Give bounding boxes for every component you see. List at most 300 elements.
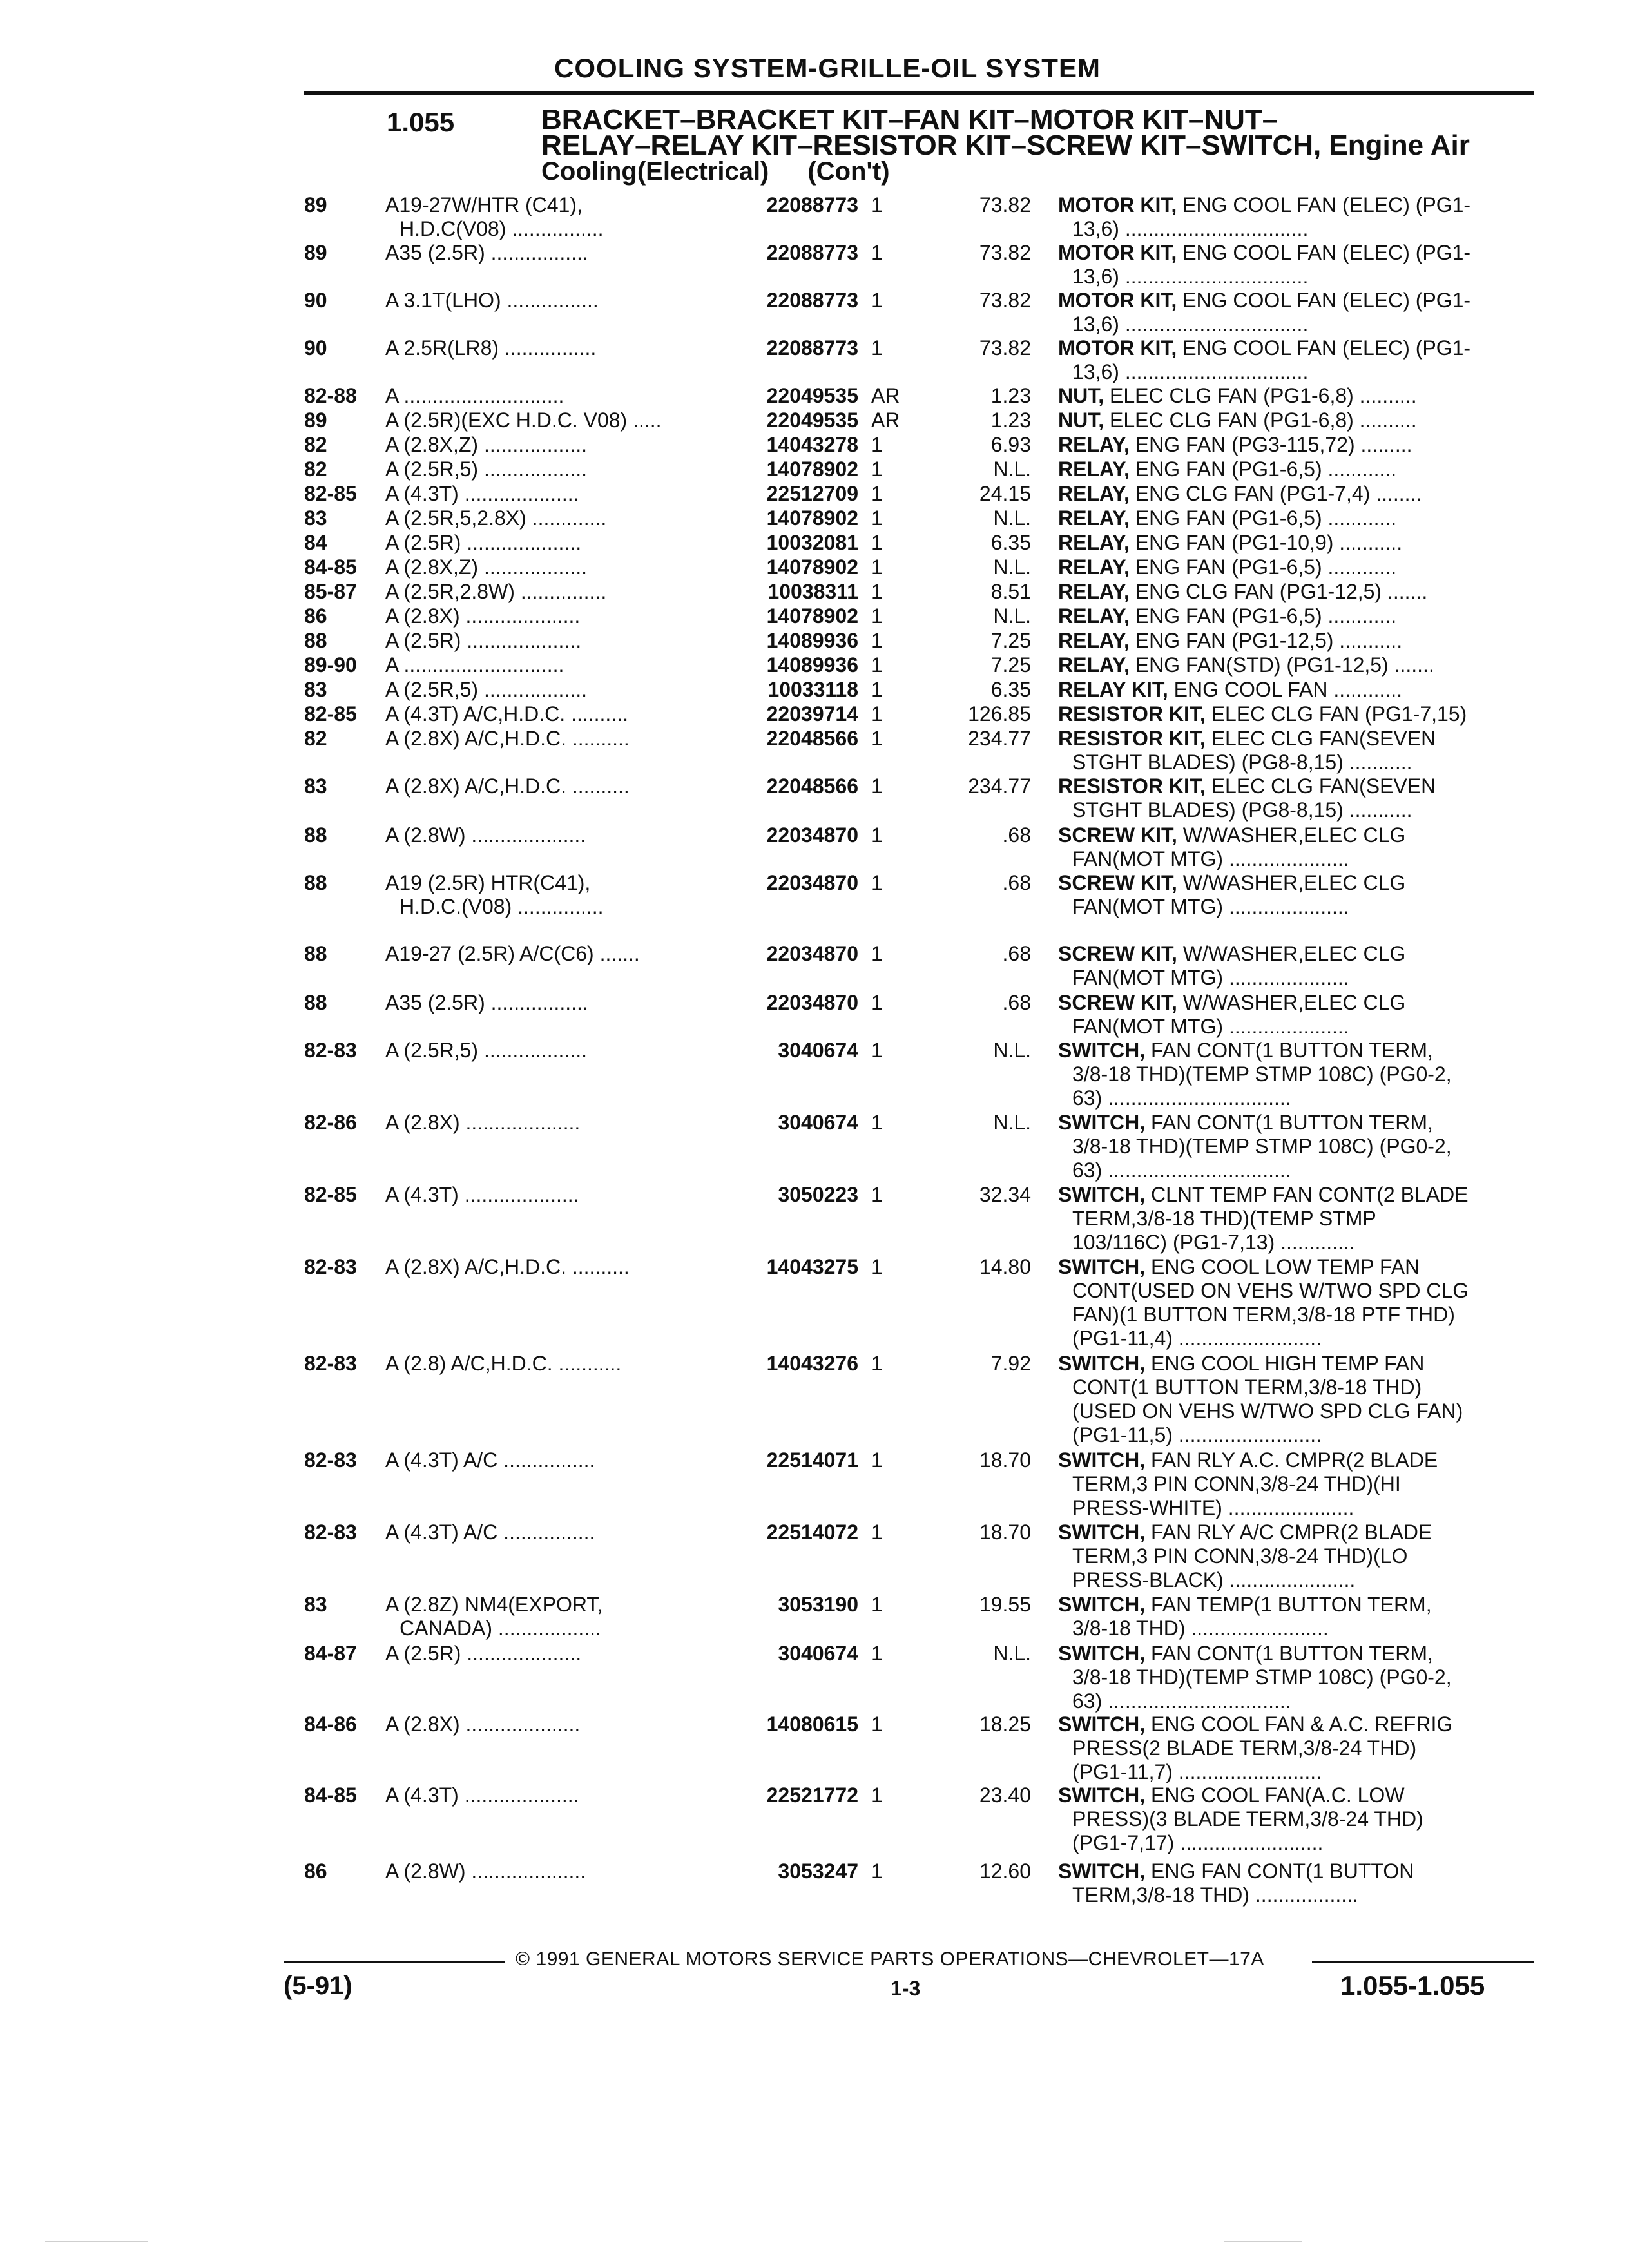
application-line: A35 (2.5R) .................: [385, 991, 588, 1014]
description-line: 13,6) ................................: [1072, 312, 1309, 336]
price: 6.35: [990, 531, 1031, 554]
model-years: 83: [304, 1593, 327, 1616]
page-header-title: COOLING SYSTEM-GRILLE-OIL SYSTEM: [554, 53, 1101, 83]
part-number: 22048566: [766, 727, 858, 750]
price: 234.77: [968, 774, 1031, 798]
description-keyword: RELAY,: [1058, 555, 1130, 579]
application-cell: [385, 1111, 720, 1135]
application-line: A 3.1T(LHO) ................: [385, 289, 599, 312]
model-years: 82-83: [304, 1352, 357, 1375]
description-cell: [1058, 991, 1522, 1039]
model-years: 82-85: [304, 482, 357, 505]
description-line: [1058, 289, 1522, 312]
description-keyword: RELAY,: [1058, 580, 1130, 603]
description-text: ENG COOL FAN (ELEC) (PG1-: [1182, 336, 1471, 360]
application-cell: [385, 1448, 720, 1472]
application-cell: [385, 823, 720, 847]
part-number: 14078902: [766, 604, 858, 628]
application-cell: [385, 482, 720, 506]
model-years: 83: [304, 506, 327, 530]
description-line: [1058, 408, 1522, 432]
application-line: A (4.3T) ....................: [385, 482, 579, 505]
model-years: 82-85: [304, 1183, 357, 1206]
model-years: 83: [304, 774, 327, 798]
quantity: 1: [871, 1860, 883, 1883]
quantity: 1: [871, 678, 883, 701]
description-keyword: RESISTOR KIT,: [1058, 774, 1206, 798]
price: 19.55: [979, 1593, 1031, 1616]
description-line: [1058, 1593, 1522, 1617]
description-line: 3/8-18 THD) ........................: [1072, 1617, 1329, 1640]
description-text: ENG CLG FAN (PG1-12,5) .......: [1135, 580, 1428, 603]
part-number: 14078902: [766, 457, 858, 481]
model-years: 82-83: [304, 1255, 357, 1278]
description-line: FAN(MOT MTG) .....................: [1072, 1015, 1349, 1038]
application-line: A (4.3T) ....................: [385, 1783, 579, 1807]
model-years: 89: [304, 193, 327, 216]
part-number: 14078902: [766, 555, 858, 579]
part-number: 22048566: [766, 774, 858, 798]
application-line: H.D.C.(V08) ...............: [400, 895, 604, 918]
description-keyword: SCREW KIT,: [1058, 991, 1177, 1014]
description-text: ENG FAN(STD) (PG1-12,5) .......: [1135, 653, 1434, 677]
model-years: 88: [304, 823, 327, 847]
description-line: [1058, 384, 1522, 408]
application-cell: [385, 991, 720, 1015]
part-number: 10032081: [766, 531, 858, 554]
price: .68: [1002, 942, 1031, 965]
footer-page-number: 1-3: [891, 1977, 921, 2000]
part-number: 14043276: [766, 1352, 858, 1375]
description-text: W/WASHER,ELEC CLG: [1182, 823, 1406, 847]
description-keyword: SWITCH,: [1058, 1783, 1146, 1807]
quantity: 1: [871, 531, 883, 554]
part-number: 3053190: [778, 1593, 858, 1616]
description-text: ENG FAN (PG1-6,5) ............: [1135, 457, 1397, 481]
model-years: 82-83: [304, 1521, 357, 1544]
description-text: ENG COOL HIGH TEMP FAN: [1150, 1352, 1425, 1375]
price: .68: [1002, 871, 1031, 894]
quantity: 1: [871, 604, 883, 628]
application-line: H.D.C(V08) ................: [400, 217, 604, 240]
price: N.L.: [993, 1039, 1031, 1062]
description-text: ELEC CLG FAN (PG1-6,8) ..........: [1110, 408, 1417, 432]
quantity: 1: [871, 823, 883, 847]
application-cell: [385, 580, 720, 604]
application-cell: [385, 1593, 720, 1640]
part-number: 3053247: [778, 1860, 858, 1883]
description-text: FAN CONT(1 BUTTON TERM,: [1150, 1111, 1433, 1134]
price: 32.34: [979, 1183, 1031, 1206]
description-cell: [1058, 653, 1522, 677]
application-line: A (2.5R) ....................: [385, 531, 582, 554]
description-cell: [1058, 823, 1522, 871]
description-line: CONT(1 BUTTON TERM,3/8-18 THD): [1072, 1376, 1422, 1399]
description-keyword: SCREW KIT,: [1058, 942, 1177, 965]
price: 6.35: [990, 678, 1031, 701]
description-keyword: MOTOR KIT,: [1058, 336, 1177, 360]
description-text: ELEC CLG FAN(SEVEN: [1211, 774, 1436, 798]
description-line: [1058, 774, 1522, 798]
description-text: ENG FAN CONT(1 BUTTON: [1150, 1860, 1414, 1883]
description-text: ENG FAN (PG1-6,5) ............: [1135, 555, 1397, 579]
application-line: A (2.8X) A/C,H.D.C. ..........: [385, 1255, 630, 1278]
application-line: A (4.3T) A/C,H.D.C. ..........: [385, 702, 628, 726]
application-line: A (2.5R)(EXC H.D.C. V08) .....: [385, 408, 662, 432]
price: N.L.: [993, 555, 1031, 579]
model-years: 88: [304, 871, 327, 894]
description-cell: [1058, 727, 1522, 774]
description-keyword: SWITCH,: [1058, 1183, 1146, 1206]
application-cell: [385, 1860, 720, 1883]
description-cell: [1058, 678, 1522, 702]
description-keyword: SWITCH,: [1058, 1255, 1146, 1278]
description-cell: [1058, 1713, 1522, 1784]
description-line: [1058, 336, 1522, 360]
application-cell: [385, 289, 720, 312]
application-cell: [385, 1521, 720, 1544]
price: 12.60: [979, 1860, 1031, 1883]
description-line: [1058, 1642, 1522, 1666]
description-line: FAN(MOT MTG) .....................: [1072, 966, 1349, 989]
description-line: [1058, 1111, 1522, 1135]
application-line: A ............................: [385, 384, 564, 407]
part-number: 14043275: [766, 1255, 858, 1278]
footer-date: (5-91): [284, 1972, 352, 2000]
quantity: 1: [871, 1642, 883, 1665]
description-line: [1058, 506, 1522, 530]
application-line: A (2.8X,Z) ..................: [385, 555, 587, 579]
application-line: A (4.3T) ....................: [385, 1183, 579, 1206]
description-text: FAN RLY A.C. CMPR(2 BLADE: [1150, 1448, 1438, 1472]
application-line: A (4.3T) A/C ................: [385, 1448, 595, 1472]
description-keyword: MOTOR KIT,: [1058, 289, 1177, 312]
description-text: FAN TEMP(1 BUTTON TERM,: [1150, 1593, 1432, 1616]
application-line: A (2.5R) ....................: [385, 629, 582, 652]
quantity: 1: [871, 336, 883, 360]
application-cell: [385, 727, 720, 751]
part-number: 22088773: [766, 336, 858, 360]
quantity: 1: [871, 774, 883, 798]
description-keyword: RELAY,: [1058, 653, 1130, 677]
quantity: 1: [871, 1255, 883, 1278]
description-line: [1058, 1183, 1522, 1207]
description-line: 13,6) ................................: [1072, 265, 1309, 288]
part-number: 3050223: [778, 1183, 858, 1206]
part-number: 10038311: [767, 580, 858, 603]
continued-label: (Con't): [807, 157, 890, 186]
description-text: ENG COOL LOW TEMP FAN: [1150, 1255, 1420, 1278]
description-cell: [1058, 942, 1522, 990]
price: 6.93: [990, 433, 1031, 456]
description-line: [1058, 604, 1522, 628]
model-years: 82: [304, 727, 327, 750]
scan-artifact-right: [1224, 2241, 1302, 2242]
description-text: ENG COOL FAN (ELEC) (PG1-: [1182, 193, 1471, 216]
description-line: [1058, 702, 1522, 726]
description-cell: [1058, 871, 1522, 919]
description-text: ENG FAN (PG3-115,72) .........: [1135, 433, 1412, 456]
part-number: 3040674: [778, 1039, 858, 1062]
price: N.L.: [993, 1642, 1031, 1665]
section-title-line-3-text: Cooling(Electrical): [541, 157, 769, 186]
part-number: 22049535: [766, 384, 858, 407]
description-text: CLNT TEMP FAN CONT(2 BLADE: [1150, 1183, 1469, 1206]
application-line: A 2.5R(LR8) ................: [385, 336, 597, 360]
model-years: 82-83: [304, 1448, 357, 1472]
description-cell: [1058, 580, 1522, 604]
application-cell: [385, 629, 720, 653]
price: 18.70: [979, 1448, 1031, 1472]
description-keyword: SWITCH,: [1058, 1642, 1146, 1665]
description-cell: [1058, 1593, 1522, 1640]
application-cell: [385, 384, 720, 408]
description-keyword: RELAY,: [1058, 433, 1130, 456]
application-cell: [385, 653, 720, 677]
part-number: 22034870: [766, 871, 858, 894]
model-years: 84-87: [304, 1642, 357, 1665]
description-line: STGHT BLADES) (PG8-8,15) ...........: [1072, 798, 1412, 822]
application-cell: [385, 408, 720, 432]
quantity: 1: [871, 289, 883, 312]
price: 73.82: [979, 289, 1031, 312]
application-line: A (2.8W) ....................: [385, 1860, 586, 1883]
price: 1.23: [990, 408, 1031, 432]
description-line: [1058, 433, 1522, 457]
quantity: 1: [871, 1183, 883, 1206]
quantity: 1: [871, 1713, 883, 1736]
application-line: A (2.8) A/C,H.D.C. ...........: [385, 1352, 622, 1375]
model-years: 90: [304, 336, 327, 360]
section-number: 1.055: [387, 107, 455, 137]
application-cell: [385, 942, 720, 966]
description-keyword: RESISTOR KIT,: [1058, 727, 1206, 750]
description-line: [1058, 241, 1522, 265]
part-number: 22034870: [766, 942, 858, 965]
description-text: ELEC CLG FAN (PG1-7,15): [1211, 702, 1467, 726]
description-text: ENG FAN (PG1-10,9) ...........: [1135, 531, 1403, 554]
description-line: [1058, 1448, 1522, 1472]
model-years: 85-87: [304, 580, 357, 603]
price: .68: [1002, 823, 1031, 847]
description-line: TERM,3/8-18 THD) ..................: [1072, 1883, 1358, 1907]
description-keyword: NUT,: [1058, 384, 1104, 407]
quantity: 1: [871, 629, 883, 652]
description-text: ENG FAN (PG1-6,5) ............: [1135, 604, 1397, 628]
part-number: 14043278: [766, 433, 858, 456]
description-cell: [1058, 482, 1522, 506]
part-number: 3040674: [778, 1642, 858, 1665]
application-cell: [385, 678, 720, 702]
description-keyword: SWITCH,: [1058, 1521, 1146, 1544]
description-keyword: RELAY,: [1058, 604, 1130, 628]
description-line: TERM,3 PIN CONN,3/8-24 THD)(LO: [1072, 1544, 1408, 1568]
application-cell: [385, 1713, 720, 1736]
description-line: 103/116C) (PG1-7,13) .............: [1072, 1231, 1355, 1254]
quantity: 1: [871, 871, 883, 894]
description-cell: [1058, 1860, 1522, 1907]
model-years: 88: [304, 629, 327, 652]
price: N.L.: [993, 506, 1031, 530]
price: N.L.: [993, 1111, 1031, 1134]
description-line: [1058, 1352, 1522, 1376]
description-cell: [1058, 506, 1522, 530]
part-number: 22049535: [766, 408, 858, 432]
price: N.L.: [993, 604, 1031, 628]
description-line: 63) ................................: [1072, 1086, 1291, 1110]
model-years: 88: [304, 991, 327, 1014]
description-keyword: SWITCH,: [1058, 1860, 1146, 1883]
description-line: 3/8-18 THD)(TEMP STMP 108C) (PG0-2,: [1072, 1062, 1452, 1086]
description-line: (PG1-11,4) .........................: [1072, 1327, 1322, 1350]
description-keyword: SWITCH,: [1058, 1352, 1146, 1375]
description-text: ENG COOL FAN(A.C. LOW: [1150, 1783, 1405, 1807]
part-number: 22514072: [766, 1521, 858, 1544]
quantity: 1: [871, 193, 883, 216]
price: 18.70: [979, 1521, 1031, 1544]
description-keyword: RELAY KIT,: [1058, 678, 1168, 701]
part-number: 22521772: [766, 1783, 858, 1807]
description-cell: [1058, 604, 1522, 628]
description-line: PRESS)(3 BLADE TERM,3/8-24 THD): [1072, 1807, 1423, 1831]
model-years: 90: [304, 289, 327, 312]
description-text: ENG COOL FAN & A.C. REFRIG: [1150, 1713, 1453, 1736]
description-line: (PG1-11,5) .........................: [1072, 1423, 1322, 1446]
price: 14.80: [979, 1255, 1031, 1278]
description-cell: [1058, 1111, 1522, 1182]
quantity: 1: [871, 702, 883, 726]
application-cell: [385, 241, 720, 265]
application-line: A (2.5R,2.8W) ...............: [385, 580, 607, 603]
model-years: 82: [304, 457, 327, 481]
description-cell: [1058, 1642, 1522, 1713]
description-line: [1058, 193, 1522, 217]
description-line: (PG1-7,17) .........................: [1072, 1831, 1324, 1854]
part-number: 22088773: [766, 241, 858, 264]
description-keyword: SCREW KIT,: [1058, 823, 1177, 847]
description-line: [1058, 1039, 1522, 1062]
application-line: A (2.8X) A/C,H.D.C. ..........: [385, 774, 630, 798]
description-line: PRESS(2 BLADE TERM,3/8-24 THD): [1072, 1736, 1417, 1760]
application-cell: [385, 604, 720, 628]
application-cell: [385, 555, 720, 579]
description-line: TERM,3/8-18 THD)(TEMP STMP: [1072, 1207, 1376, 1230]
model-years: 84: [304, 531, 327, 554]
description-keyword: SWITCH,: [1058, 1111, 1146, 1134]
application-cell: [385, 457, 720, 481]
footer-rule-left: [284, 1961, 505, 1963]
application-line: A (2.8X) A/C,H.D.C. ..........: [385, 727, 630, 750]
section-title-line-2: RELAY–RELAY KIT–RESISTOR KIT–SCREW KIT–SWITCH, Engine Air: [541, 130, 1470, 161]
section-title: [541, 104, 1527, 186]
description-keyword: SWITCH,: [1058, 1593, 1146, 1616]
model-years: 82-88: [304, 384, 357, 407]
model-years: 84-85: [304, 1783, 357, 1807]
description-line: [1058, 482, 1522, 506]
description-line: [1058, 531, 1522, 555]
description-keyword: RELAY,: [1058, 629, 1130, 652]
description-line: FAN(MOT MTG) .....................: [1072, 847, 1349, 870]
price: .68: [1002, 991, 1031, 1014]
description-keyword: MOTOR KIT,: [1058, 241, 1177, 264]
application-line: A (2.5R) ....................: [385, 1642, 582, 1665]
description-keyword: SWITCH,: [1058, 1448, 1146, 1472]
description-text: ENG COOL FAN (ELEC) (PG1-: [1182, 241, 1471, 264]
description-cell: [1058, 241, 1522, 289]
part-number: 22088773: [766, 289, 858, 312]
quantity: 1: [871, 991, 883, 1014]
price: 7.25: [990, 653, 1031, 677]
quantity: 1: [871, 433, 883, 456]
application-cell: [385, 1255, 720, 1279]
description-line: [1058, 1713, 1522, 1736]
description-line: PRESS-WHITE) ......................: [1072, 1496, 1354, 1519]
price: 7.92: [990, 1352, 1031, 1375]
description-line: STGHT BLADES) (PG8-8,15) ...........: [1072, 751, 1412, 774]
quantity: 1: [871, 727, 883, 750]
application-cell: [385, 531, 720, 555]
description-keyword: RELAY,: [1058, 457, 1130, 481]
model-years: 86: [304, 604, 327, 628]
price: 1.23: [990, 384, 1031, 407]
description-line: [1058, 580, 1522, 604]
application-cell: [385, 1783, 720, 1807]
description-line: 3/8-18 THD)(TEMP STMP 108C) (PG0-2,: [1072, 1666, 1452, 1689]
model-years: 84-85: [304, 555, 357, 579]
description-keyword: MOTOR KIT,: [1058, 193, 1177, 216]
quantity: 1: [871, 1352, 883, 1375]
quantity: 1: [871, 241, 883, 264]
model-years: 89: [304, 241, 327, 264]
application-line: A (2.8Z) NM4(EXPORT,: [385, 1593, 603, 1616]
price: 234.77: [968, 727, 1031, 750]
part-number: 22034870: [766, 991, 858, 1014]
description-keyword: RELAY,: [1058, 531, 1130, 554]
description-line: [1058, 555, 1522, 579]
footer-rule-right: [1312, 1961, 1534, 1963]
application-line: A (2.8W) ....................: [385, 823, 586, 847]
description-keyword: SWITCH,: [1058, 1713, 1146, 1736]
part-number: 22034870: [766, 823, 858, 847]
description-text: W/WASHER,ELEC CLG: [1182, 942, 1406, 965]
part-number: 14089936: [766, 629, 858, 652]
application-cell: [385, 1352, 720, 1376]
application-line: A (2.8X) ....................: [385, 1111, 581, 1134]
description-cell: [1058, 384, 1522, 408]
application-line: A (2.5R,5,2.8X) .............: [385, 506, 607, 530]
quantity: AR: [871, 384, 900, 407]
footer-section-ref: 1.055-1.055: [1340, 1970, 1485, 2001]
part-number: 14089936: [766, 653, 858, 677]
description-line: [1058, 727, 1522, 751]
model-years: 84-86: [304, 1713, 357, 1736]
description-keyword: RELAY,: [1058, 482, 1130, 505]
description-line: [1058, 1521, 1522, 1544]
description-line: TERM,3 PIN CONN,3/8-24 THD)(HI: [1072, 1472, 1401, 1495]
description-line: (USED ON VEHS W/TWO SPD CLG FAN): [1072, 1399, 1463, 1423]
description-line: 3/8-18 THD)(TEMP STMP 108C) (PG0-2,: [1072, 1135, 1452, 1158]
description-keyword: RESISTOR KIT,: [1058, 702, 1206, 726]
description-cell: [1058, 1448, 1522, 1520]
quantity: 1: [871, 482, 883, 505]
description-line: [1058, 629, 1522, 653]
description-line: (PG1-11,7) .........................: [1072, 1760, 1322, 1783]
description-cell: [1058, 336, 1522, 384]
model-years: 82-85: [304, 702, 357, 726]
description-text: ENG FAN (PG1-6,5) ............: [1135, 506, 1397, 530]
description-cell: [1058, 774, 1522, 822]
application-cell: [385, 1039, 720, 1062]
